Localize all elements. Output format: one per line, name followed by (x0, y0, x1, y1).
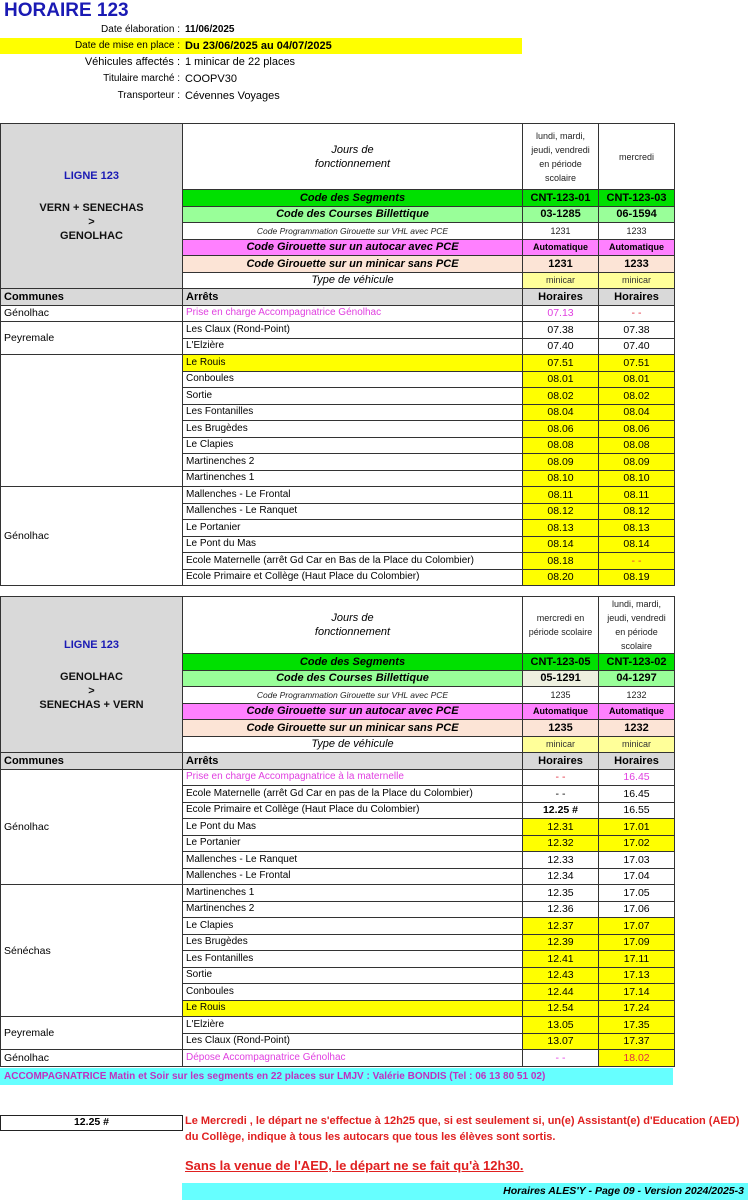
autocar-col2: Automatique (599, 703, 675, 720)
meta-label: Transporteur : (117, 90, 180, 101)
stop-cell: Mallenches - Le Ranquet (183, 503, 523, 520)
time-cell: 17.35 (599, 1017, 675, 1034)
minicar-col2: 1232 (599, 720, 675, 737)
meta-label: Véhicules affectés : (84, 56, 180, 68)
meta-titulaire (0, 71, 522, 87)
stop-cell: Ecole Primaire et Collège (Haut Place du Colombier) (183, 802, 523, 819)
arrets-header: Arrêts (183, 753, 523, 770)
stop-cell: Le Pont du Mas (183, 819, 523, 836)
segment-col1: CNT-123-05 (523, 654, 599, 671)
stop-cell: Martinenches 2 (183, 454, 523, 471)
jours-label: Jours de fonctionnement (183, 124, 523, 190)
stop-cell: Les Fontanilles (183, 951, 523, 968)
table-row (1, 322, 675, 339)
autocar-label: Code Girouette sur un autocar avec PCE (183, 239, 523, 256)
billettique-col2: 06-1594 (599, 206, 675, 223)
time-cell: 12.35 (523, 885, 599, 902)
commune-cell: Génolhac (1, 487, 183, 586)
time-cell: 08.09 (523, 454, 599, 471)
time-cell: 08.02 (523, 388, 599, 405)
time-cell: 07.38 (523, 322, 599, 339)
time-cell: 12.33 (523, 852, 599, 869)
time-cell: 07.13 (523, 305, 599, 322)
minicar-col1: 1235 (523, 720, 599, 737)
meta-value: Du 23/06/2025 au 04/07/2025 (185, 40, 332, 52)
note-key-box: 12.25 # (0, 1115, 183, 1131)
time-cell: - - (523, 1050, 599, 1067)
time-cell: 13.05 (523, 1017, 599, 1034)
stop-cell: Mallenches - Le Ranquet (183, 852, 523, 869)
time-cell: 08.13 (599, 520, 675, 537)
stop-cell: Conboules (183, 371, 523, 388)
autocar-col1: Automatique (523, 239, 599, 256)
days-col1: lundi, mardi, jeudi, vendredi en période scolaire (523, 124, 599, 190)
time-cell: 17.06 (599, 901, 675, 918)
meta-date-elaboration (0, 22, 522, 38)
type-col2: minicar (599, 736, 675, 753)
time-cell: 08.06 (599, 421, 675, 438)
stop-cell: Le Pont du Mas (183, 536, 523, 553)
prog-col2: 1232 (599, 687, 675, 704)
time-cell: 12.31 (523, 819, 599, 836)
meta-transporteur (0, 88, 522, 104)
time-cell: 08.01 (599, 371, 675, 388)
schedule-table-outbound (0, 123, 675, 586)
stop-cell: Martinenches 1 (183, 885, 523, 902)
stop-cell: Le Portanier (183, 835, 523, 852)
route-arrow: > (88, 216, 95, 228)
table-row (1, 769, 675, 786)
autocar-col1: Automatique (523, 703, 599, 720)
table-row (1, 1050, 675, 1067)
commune-cell: Peyremale (1, 322, 183, 355)
time-cell: 08.10 (599, 470, 675, 487)
time-cell: 07.51 (523, 355, 599, 372)
segments-label: Code des Segments (183, 654, 523, 671)
type-col2: minicar (599, 272, 675, 289)
meta-value: 11/06/2025 (185, 24, 235, 35)
segments-label: Code des Segments (183, 190, 523, 207)
time-cell: - - (523, 769, 599, 786)
stop-cell: L'Elzière (183, 338, 523, 355)
route-to: GENOLHAC (60, 230, 123, 242)
autocar-label: Code Girouette sur un autocar avec PCE (183, 703, 523, 720)
route-arrow: > (88, 684, 95, 697)
time-cell: 08.20 (523, 569, 599, 586)
billettique-label: Code des Courses Billettique (183, 670, 523, 687)
segment-col2: CNT-123-02 (599, 654, 675, 671)
time-cell: 08.06 (523, 421, 599, 438)
prog-label: Code Programmation Girouette sur VHL avec PCE (183, 223, 523, 240)
communes-header: Communes (1, 753, 183, 770)
horaires-header-col2: Horaires (599, 753, 675, 770)
commune-cell: Génolhac (1, 305, 183, 322)
time-cell: 12.54 (523, 1000, 599, 1017)
time-cell: 17.04 (599, 868, 675, 885)
time-cell: 07.40 (599, 338, 675, 355)
time-cell: 08.09 (599, 454, 675, 471)
schedule-table-return (0, 596, 675, 1067)
stop-cell: Mallenches - Le Frontal (183, 868, 523, 885)
minicar-col1: 1231 (523, 256, 599, 273)
time-cell: 12.43 (523, 967, 599, 984)
commune-cell: Génolhac (1, 769, 183, 885)
stop-cell: Les Fontanilles (183, 404, 523, 421)
stop-cell: Le Clapies (183, 918, 523, 935)
time-cell: 08.08 (523, 437, 599, 454)
segment-col1: CNT-123-01 (523, 190, 599, 207)
type-col1: minicar (523, 736, 599, 753)
billettique-col1: 05-1291 (523, 670, 599, 687)
minicar-label: Code Girouette sur un minicar sans PCE (183, 720, 523, 737)
stop-cell: Les Brugèdes (183, 934, 523, 951)
table-row (1, 355, 675, 372)
communes-header: Communes (1, 289, 183, 306)
route-from: GENOLHAC (60, 670, 123, 683)
billettique-label: Code des Courses Billettique (183, 206, 523, 223)
stop-cell: Sortie (183, 967, 523, 984)
time-cell: 08.11 (599, 487, 675, 504)
stop-cell: Prise en charge Accompagnatrice à la maternelle (183, 769, 523, 786)
stop-cell: Prise en charge Accompagnatrice Génolhac (183, 305, 523, 322)
time-cell: 17.02 (599, 835, 675, 852)
stop-cell: Conboules (183, 984, 523, 1001)
meta-label: Date élaboration : (101, 24, 180, 35)
table-row (1, 885, 675, 902)
commune-cell (1, 355, 183, 487)
time-cell: 08.12 (523, 503, 599, 520)
time-cell: 12.34 (523, 868, 599, 885)
time-cell: 17.01 (599, 819, 675, 836)
stop-cell: Les Claux (Rond-Point) (183, 1033, 523, 1050)
time-cell: 17.14 (599, 984, 675, 1001)
meta-vehicules (0, 54, 522, 70)
time-cell: 12.32 (523, 835, 599, 852)
meta-label: Date de mise en place : (74, 40, 180, 51)
time-cell: 08.10 (523, 470, 599, 487)
time-cell: 07.40 (523, 338, 599, 355)
days-col2: lundi, mardi, jeudi, vendredi en période scolaire (599, 597, 675, 654)
meta-value: 1 minicar de 22 places (185, 56, 296, 68)
meta-value: Cévennes Voyages (185, 90, 280, 102)
type-label: Type de véhicule (183, 272, 523, 289)
route-to: SENECHAS + VERN (39, 698, 144, 711)
stop-cell: Ecole Primaire et Collège (Haut Place du Colombier) (183, 569, 523, 586)
time-cell: 08.12 (599, 503, 675, 520)
line-number: LIGNE 123 (63, 638, 120, 651)
meta-date-mise-en-place (0, 38, 522, 54)
jours-label: Jours de fonctionnement (183, 597, 523, 654)
time-cell: 17.09 (599, 934, 675, 951)
table-row (1, 487, 675, 504)
time-cell: 08.19 (599, 569, 675, 586)
line-info (1, 124, 183, 289)
time-cell: 17.11 (599, 951, 675, 968)
time-cell: 08.02 (599, 388, 675, 405)
stop-cell: L'Elzière (183, 1017, 523, 1034)
time-cell: 12.25 # (523, 802, 599, 819)
time-cell: 12.37 (523, 918, 599, 935)
note-warning: Sans la venue de l'AED, le départ ne se fait qu'à 12h30. (185, 1158, 524, 1173)
time-cell: 17.13 (599, 967, 675, 984)
page-title: HORAIRE 123 (4, 0, 129, 21)
prog-col1: 1235 (523, 687, 599, 704)
stop-cell: Martinenches 1 (183, 470, 523, 487)
time-cell: 08.13 (523, 520, 599, 537)
table-row (1, 305, 675, 322)
time-cell: 13.07 (523, 1033, 599, 1050)
meta-label: Titulaire marché : (103, 73, 180, 84)
commune-cell: Peyremale (1, 1017, 183, 1050)
time-cell: 08.14 (523, 536, 599, 553)
prog-label: Code Programmation Girouette sur VHL avec PCE (183, 687, 523, 704)
line-info (1, 597, 183, 753)
time-cell: 16.55 (599, 802, 675, 819)
time-cell: 08.01 (523, 371, 599, 388)
days-col1: mercredi en période scolaire (523, 597, 599, 654)
prog-col2: 1233 (599, 223, 675, 240)
time-cell: 07.51 (599, 355, 675, 372)
time-cell: 17.05 (599, 885, 675, 902)
time-cell: 17.37 (599, 1033, 675, 1050)
type-label: Type de véhicule (183, 736, 523, 753)
time-cell: 12.36 (523, 901, 599, 918)
stop-cell: Ecole Maternelle (arrêt Gd Car en pas de la Place du Colombier) (183, 786, 523, 803)
commune-cell: Sénéchas (1, 885, 183, 1017)
commune-cell: Génolhac (1, 1050, 183, 1067)
segment-col2: CNT-123-03 (599, 190, 675, 207)
time-cell: 08.11 (523, 487, 599, 504)
time-cell: 07.38 (599, 322, 675, 339)
time-cell: 08.04 (599, 404, 675, 421)
meta-value: COOPV30 (185, 73, 237, 85)
time-cell: - - (599, 553, 675, 570)
horaires-header-col1: Horaires (523, 289, 599, 306)
time-cell: 16.45 (599, 769, 675, 786)
minicar-label: Code Girouette sur un minicar sans PCE (183, 256, 523, 273)
time-cell: 17.03 (599, 852, 675, 869)
time-cell: - - (599, 305, 675, 322)
stop-cell: Le Rouis (183, 1000, 523, 1017)
note-text: Le Mercredi , le départ ne s'effectue à 12h25 que, si est seulement si, un(e) Assistant(e) d'Education (AED) du Collège, indique à tous les autocars que tous les élèves sont sortis. (185, 1115, 740, 1143)
stop-cell: Martinenches 2 (183, 901, 523, 918)
stop-cell: Le Portanier (183, 520, 523, 537)
route-from: VERN + SENECHAS (39, 202, 144, 214)
stop-cell: Ecole Maternelle (arrêt Gd Car en Bas de la Place du Colombier) (183, 553, 523, 570)
horaires-header-col2: Horaires (599, 289, 675, 306)
time-cell: 12.44 (523, 984, 599, 1001)
time-cell: 12.41 (523, 951, 599, 968)
time-cell: 08.08 (599, 437, 675, 454)
time-cell: 18.02 (599, 1050, 675, 1067)
billettique-col1: 03-1285 (523, 206, 599, 223)
time-cell: 08.14 (599, 536, 675, 553)
minicar-col2: 1233 (599, 256, 675, 273)
time-cell: 08.18 (523, 553, 599, 570)
billettique-col2: 04-1297 (599, 670, 675, 687)
arrets-header: Arrêts (183, 289, 523, 306)
accompagnatrice-banner: ACCOMPAGNATRICE Matin et Soir sur les segments en 22 places sur LMJV : Valérie BONDIS (Tel : 06 13 80 51 02) (0, 1068, 673, 1085)
stop-cell: Le Rouis (183, 355, 523, 372)
line-number: LIGNE 123 (63, 170, 120, 182)
time-cell: 17.07 (599, 918, 675, 935)
autocar-col2: Automatique (599, 239, 675, 256)
time-cell: 12.39 (523, 934, 599, 951)
stop-cell: Le Clapies (183, 437, 523, 454)
horaires-header-col1: Horaires (523, 753, 599, 770)
stop-cell: Dépose Accompagnatrice Génolhac (183, 1050, 523, 1067)
time-cell: - - (523, 786, 599, 803)
time-cell: 17.24 (599, 1000, 675, 1017)
stop-cell: Mallenches - Le Frontal (183, 487, 523, 504)
page-footer: Horaires ALES'Y - Page 09 - Version 2024/2025-3 (182, 1183, 748, 1200)
days-col2: mercredi (599, 124, 675, 190)
stop-cell: Sortie (183, 388, 523, 405)
time-cell: 08.04 (523, 404, 599, 421)
table-row (1, 1017, 675, 1034)
stop-cell: Les Brugèdes (183, 421, 523, 438)
time-cell: 16.45 (599, 786, 675, 803)
stop-cell: Les Claux (Rond-Point) (183, 322, 523, 339)
prog-col1: 1231 (523, 223, 599, 240)
type-col1: minicar (523, 272, 599, 289)
